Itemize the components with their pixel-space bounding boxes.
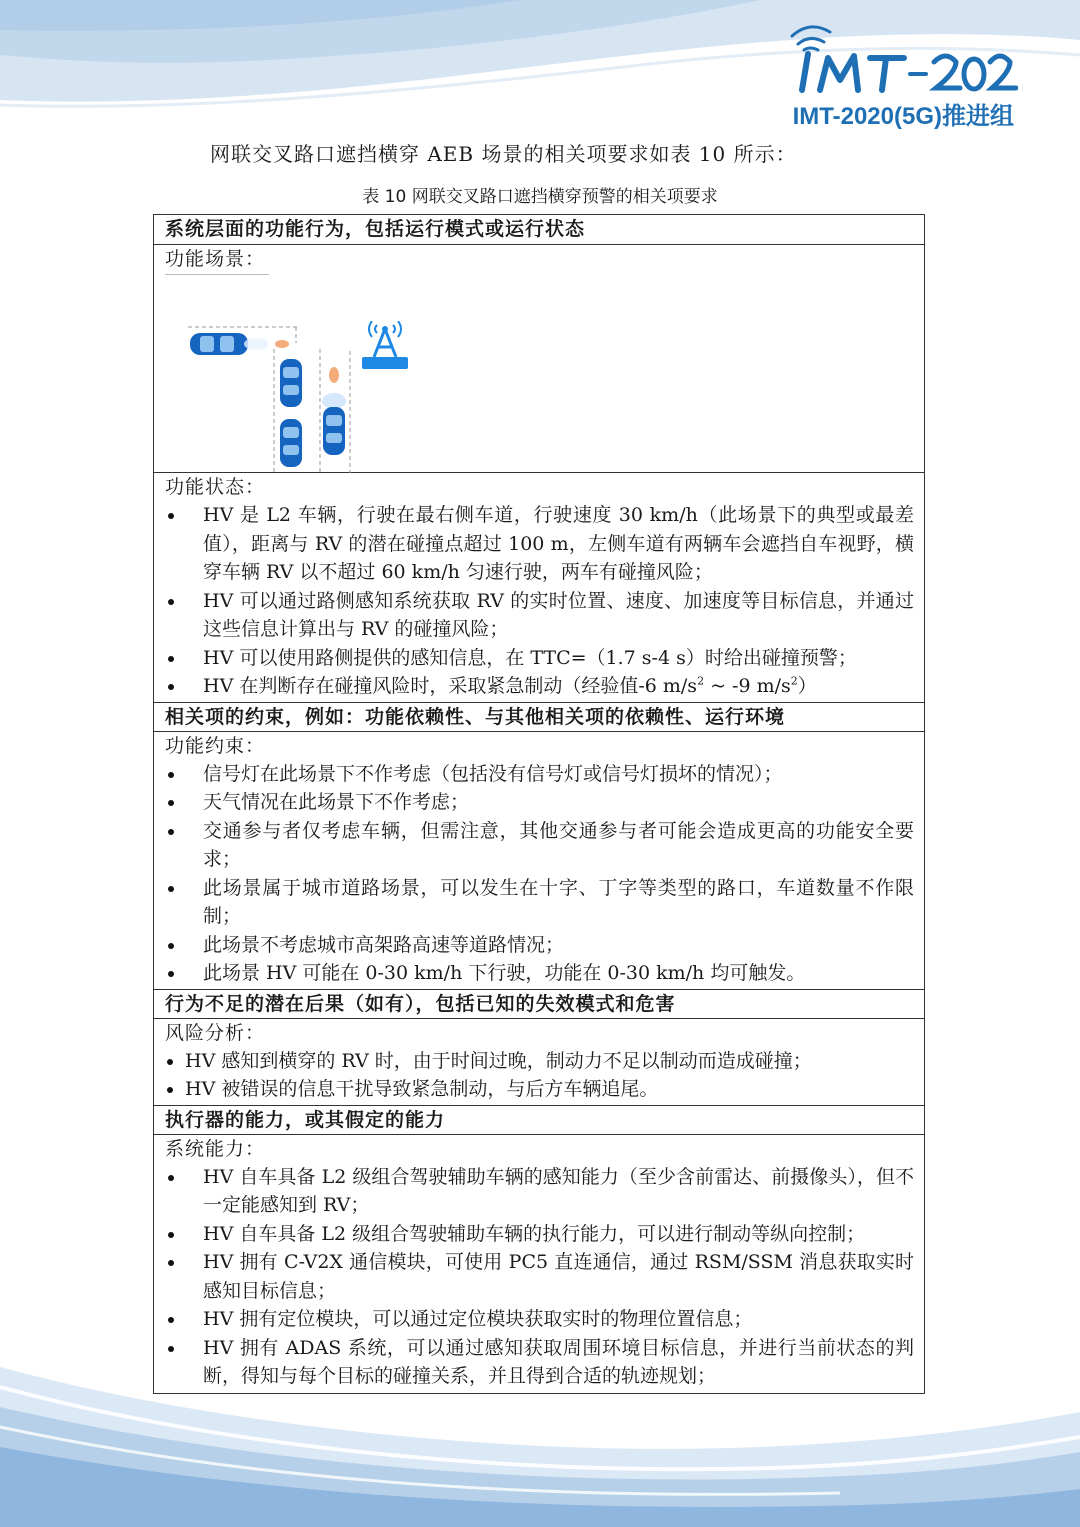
blocking-car-icon [280, 359, 302, 407]
state-item: HV 在判断存在碰撞风险时，采取紧急制动（经验值-6 $m/s^2$ ~ -9 $m/s^2$） [165, 672, 914, 701]
capability-label: 系统能力： [165, 1137, 266, 1160]
state-item: HV 可以通过路侧感知系统获取 RV 的实时位置、速度、加速度等目标信息，并通过这些信息计算出与 RV 的碰撞风险； [165, 587, 914, 644]
risk-item: HV 被错误的信息干扰导致紧急制动，与后方车辆追尾。 [165, 1075, 914, 1104]
scene-label: 功能场景： [165, 248, 266, 270]
scene-label-underline [165, 274, 269, 275]
constraint-item: 此场景 HV 可能在 0-30 km/h 下行驶，功能在 0-30 km/h 均可触发。 [165, 959, 914, 988]
imt-logo-icon [778, 18, 1018, 98]
rsu-tower-icon [362, 321, 408, 369]
imt-2020-logo [778, 18, 1018, 128]
section-header-consequences: 行为不足的潜在后果（如有），包括已知的失效模式和危害 [154, 989, 924, 1018]
capability-item: HV 拥有定位模块，可以通过定位模块获取实时的物理位置信息； [165, 1305, 914, 1334]
intro-paragraph: 网联交叉路口遮挡横穿 AEB 场景的相关项要求如表 10 所示： [210, 142, 797, 166]
constraint-item: 交通参与者仅考虑车辆，但需注意，其他交通参与者可能会造成更高的功能安全要求； [165, 817, 914, 874]
rv-car-icon [190, 333, 268, 355]
state-list [165, 501, 914, 701]
risk-analysis-cell [154, 1018, 924, 1105]
constraint-item: 此场景不考虑城市高架路高速等道路情况； [165, 931, 914, 960]
state-item: HV 是 L2 车辆，行驶在最右侧车道，行驶速度 30 km/h（此场景下的典型或最差值），距离与 RV 的潜在碰撞点超过 100 m，左侧车道有两辆车会遮挡自车视野，横穿车辆 RV 以不超过 60 km/h 匀速行驶，两车有碰撞风险； [165, 501, 914, 587]
constraint-list [165, 760, 914, 988]
section-header-system-behavior: 系统层面的功能行为，包括运行模式或运行状态 [165, 218, 586, 240]
risk-item: HV 感知到横穿的 RV 时，由于时间过晚，制动力不足以制动而造成碰撞； [165, 1047, 914, 1076]
table-caption: 表 10 网联交叉路口遮挡横穿预警的相关项要求 [362, 187, 718, 207]
capability-item: HV 拥有 C-V2X 通信模块，可使用 PC5 直连通信，通过 RSM/SSM 消息获取实时感知目标信息； [165, 1248, 914, 1305]
function-scene-cell [154, 244, 924, 472]
capability-item: HV 自车具备 L2 级组合驾驶辅助车辆的感知能力（至少含前雷达、前摄像头），但不一定能感知到 RV； [165, 1163, 914, 1220]
constraint-label: 功能约束： [165, 734, 266, 757]
constraint-item: 信号灯在此场景下不作考虑（包括没有信号灯或信号灯损坏的情况）； [165, 760, 914, 789]
capability-item: HV 自车具备 L2 级组合驾驶辅助车辆的执行能力，可以进行制动等纵向控制； [165, 1220, 914, 1249]
logo-subtitle: IMT-2020(5G)推进组 [792, 103, 1014, 130]
section-header-constraints: 相关项的约束，例如：功能依赖性、与其他相关项的依赖性、运行环境 [154, 702, 924, 731]
system-capability-cell [154, 1134, 924, 1393]
section-header-actuator: 执行器的能力，或其假定的能力 [154, 1105, 924, 1134]
function-constraint-cell [154, 731, 924, 989]
requirements-table [153, 214, 925, 1394]
risk-label: 风险分析： [165, 1021, 266, 1044]
blocking-car-icon [280, 419, 302, 467]
function-state-cell [154, 472, 924, 702]
state-label: 功能状态： [165, 476, 266, 498]
risk-list [165, 1047, 914, 1104]
capability-item: HV 拥有 ADAS 系统，可以通过感知获取周围环境目标信息，并进行当前状态的判断，得知与每个目标的碰撞关系，并且得到合适的轨迹规划； [165, 1334, 914, 1391]
hv-car-icon [323, 407, 345, 455]
constraint-item: 天气情况在此场景下不作考虑； [165, 788, 914, 817]
constraint-item: 此场景属于城市道路场景，可以发生在十字、丁字等类型的路口，车道数量不作限制； [165, 874, 914, 931]
intersection-scene-illustration [184, 321, 424, 473]
capability-list [165, 1163, 914, 1391]
state-item: HV 可以使用路侧提供的感知信息，在 TTC=（1.7 s-4 s）时给出碰撞预警； [165, 644, 914, 673]
